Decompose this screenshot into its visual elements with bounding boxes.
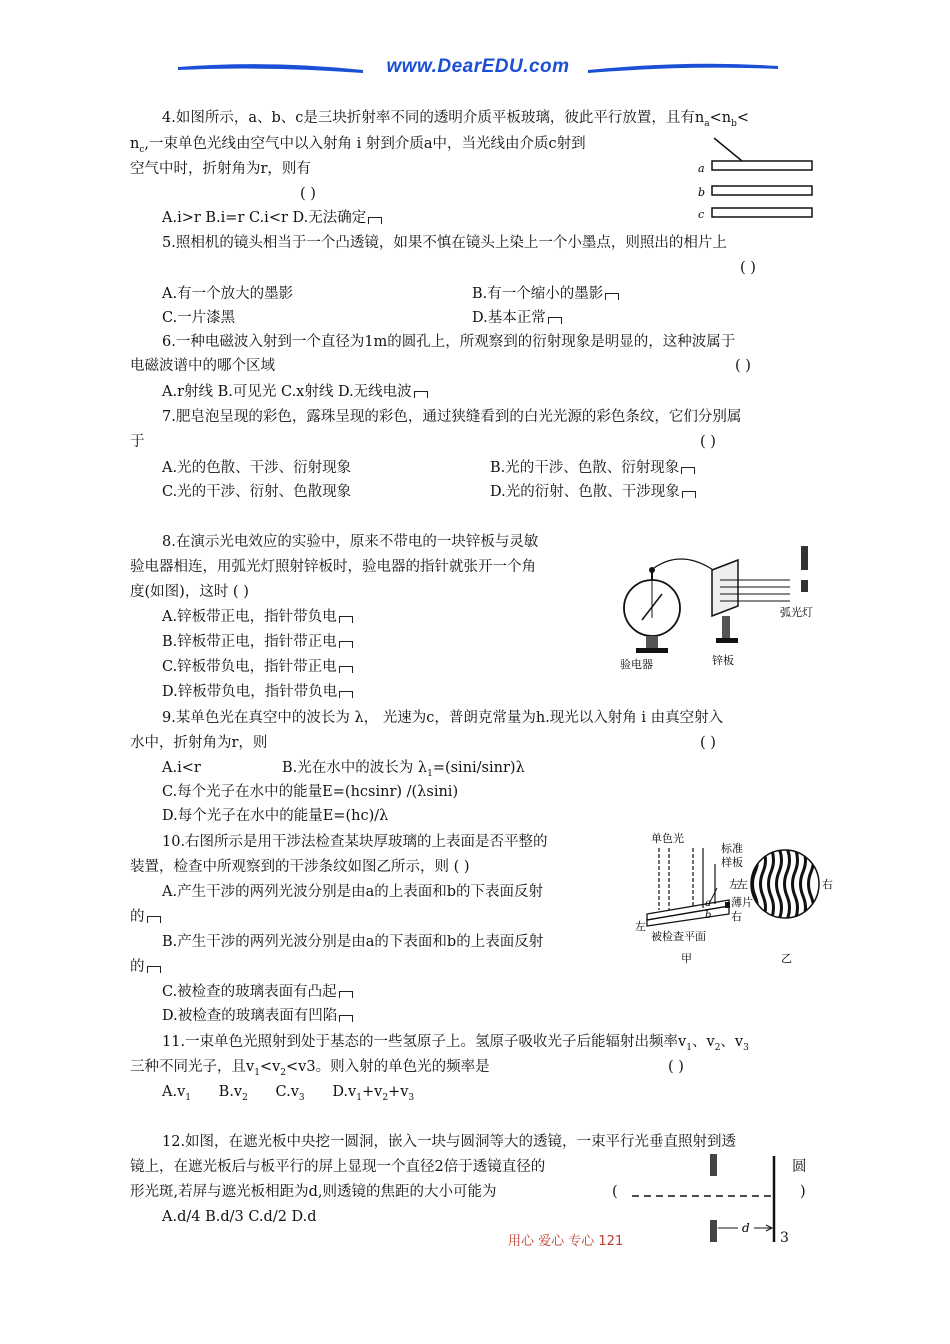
q8-line2: 验电器相连，用弧光灯照射锌板时，验电器的指针就张开一个角 <box>130 559 536 575</box>
q11-options: $A.v_1$ $B.v_2$ $C.v_3$ $D.v_1+v_2+v_3$ <box>162 1084 415 1103</box>
q4-line1: 4.如图所示，a、b、c是三块折射率不同的透明介质平板玻璃，彼此平行放置，且有$n_a<n_b<$ <box>162 110 750 129</box>
q10-fig-b: b <box>705 910 712 921</box>
q12-paren-left: ( <box>612 1184 618 1200</box>
q8-optA: A.锌板带正电，指针带负电 <box>162 607 353 627</box>
q8-line3: 度(如图)，这时 ( ) <box>130 584 249 600</box>
page-number: 3 <box>780 1230 789 1246</box>
q10-line1: 10.右图所示是用干涉法检查某块厚玻璃的上表面是否平整的 <box>162 834 548 850</box>
q7-optD: D.光的衍射、色散、干涉现象 <box>490 482 696 502</box>
q11-paren: ( ) <box>668 1059 684 1075</box>
q5-optD: D.基本正常 <box>472 308 562 328</box>
q10-optB2: 的 <box>130 957 161 977</box>
q8-figure <box>620 540 820 672</box>
q10-fig-a: a <box>705 898 711 909</box>
q10-fig-thin: 薄片 <box>731 896 753 909</box>
q10-fig-std1: 标准 <box>721 842 743 855</box>
q12-line3: 形光斑,若屏与遮光板相距为d,则透镜的焦距的大小可能为 <box>130 1184 497 1200</box>
q10-fig-yi: 乙 <box>781 952 792 965</box>
q5-optA: A.有一个放大的墨影 <box>162 286 294 302</box>
q5-optC: C.一片漆黑 <box>162 310 236 326</box>
q12-line1: 12.如图，在遮光板中央挖一圆洞，嵌入一块与圆洞等大的透镜，一束平行光垂直照射到透 <box>162 1134 737 1150</box>
q12-paren-right: ) <box>800 1184 806 1200</box>
q12-fig-d: d <box>742 1221 750 1235</box>
q8-fig-zinc: 锌板 <box>712 654 734 667</box>
q10-optB1: B.产生干涉的两列光波分别是由a的下表面和b的上表面反射 <box>162 934 544 950</box>
q10-optA1: A.产生干涉的两列光波分别是由a的上表面和b的下表面反射 <box>162 884 544 900</box>
q9-line2: 水中，折射角为r，则 <box>130 735 268 751</box>
q10-line2: 装置，检查中所观察到的干涉条纹如图乙所示，则 ( ) <box>130 859 470 875</box>
footer-slogan: 用心 爱心 专心 121 <box>508 1234 624 1249</box>
q4-figure <box>692 134 822 224</box>
q7-optA: A.光的色散、干涉、衍射现象 <box>162 460 352 476</box>
q9-optB: B.光在水中的波长为 $\lambda_1=(\sin i/\sin r)\lambda$ <box>282 760 525 779</box>
q10-figure <box>633 828 833 968</box>
q8-fig-electroscope: 验电器 <box>620 658 653 671</box>
q7-line1: 7.肥皂泡呈现的彩色，露珠呈现的彩色，通过狭缝看到的白光光源的彩色条纹，它们分别属 <box>162 409 742 425</box>
q10-optD: D.被检查的玻璃表面有凹陷 <box>162 1006 353 1026</box>
q4-line3: 空气中时，折射角为r，则有 <box>130 161 311 177</box>
q9-paren: ( ) <box>700 735 716 751</box>
q8-line1: 8.在演示光电效应的实验中，原来不带电的一块锌板与灵敏 <box>162 534 539 550</box>
q4-fig-a: a <box>698 162 705 175</box>
q4-fig-c: c <box>698 208 705 221</box>
q4-fig-b: b <box>698 186 706 199</box>
q9-optC: C.每个光子在水中的能量E=(hcsinr) /(λsini) <box>162 784 459 800</box>
q9-line1: 9.某单色光在真空中的波长为 λ， 光速为c，普朗克常量为h.现光以入射角 i 由真空射入 <box>162 710 724 726</box>
q11-line2: 三种不同光子，且$v_1<v_2<v3$。则入射的单色光的频率是 <box>130 1059 490 1078</box>
q5-line1: 5.照相机的镜头相当于一个凸透镜，如果不慎在镜头上染上一个小墨点，则照出的相片上 <box>162 235 727 251</box>
q4-paren: ( ) <box>300 186 316 202</box>
q7-line2: 于 <box>130 434 145 450</box>
q6-options: A.r射线 B.可见光 C.x射线 D.无线电波 <box>162 382 428 402</box>
q8-optD: D.锌板带负电，指针带负电 <box>162 682 353 702</box>
site-header <box>178 56 778 86</box>
q4-line2: $n_c$,一束单色光线由空气中以入射角 i 射到介质a中，当光线由介质c射到 <box>130 136 586 155</box>
q8-optC: C.锌板带负电，指针带正电 <box>162 657 353 677</box>
q9-optD: D.每个光子在水中的能量E=(hc)/λ <box>162 808 389 824</box>
q8-fig-lamp: 弧光灯 <box>780 606 813 619</box>
q10-fig-surface: 被检查平面 <box>651 930 706 943</box>
q7-optC: C.光的干涉、衍射、色散现象 <box>162 484 352 500</box>
q6-paren: ( ) <box>735 358 751 374</box>
q4-options: A.i>r B.i=r C.i<r D.无法确定 <box>162 208 382 228</box>
q6-line1: 6.一种电磁波入射到一个直径为1m的圆孔上，所观察到的衍射现象是明显的，这种波属于 <box>162 334 736 350</box>
q10-fig-std2: 样板 <box>721 856 743 869</box>
q10-fig-yi-left: 左 <box>737 878 748 891</box>
q10-fig-yi-right: 右 <box>822 878 833 891</box>
q6-line2: 电磁波谱中的哪个区域 <box>130 358 275 374</box>
q12-line2-end: 圆 <box>792 1159 807 1175</box>
q7-paren: ( ) <box>700 434 716 450</box>
q7-optB: B.光的干涉、色散、衍射现象 <box>490 458 695 478</box>
q12-figure <box>632 1150 782 1244</box>
q12-line2: 镜上，在遮光板后与板平行的屏上显现一个直径2倍于透镜直径的 <box>130 1159 546 1175</box>
q10-fig-left2: 左 <box>635 920 646 933</box>
q10-fig-mono: 单色光 <box>651 832 684 845</box>
q10-optC: C.被检查的玻璃表面有凸起 <box>162 982 353 1002</box>
q10-fig-jia: 甲 <box>681 952 692 965</box>
q10-optA2: 的 <box>130 907 161 927</box>
q9-optA: A.i<r <box>162 760 201 776</box>
q12-options: A.d/4 B.d/3 C.d/2 D.d <box>162 1209 317 1225</box>
q10-fig-right: 右 <box>731 910 742 923</box>
q5-optB: B.有一个缩小的墨影 <box>472 284 619 304</box>
site-url[interactable]: www.DearEDU.com <box>386 56 570 77</box>
q11-line1: 11.一束单色光照射到处于基态的一些氢原子上。氢原子吸收光子后能辐射出频率$v_1$、$v_2$、$v_3$ <box>162 1034 749 1053</box>
q10-fig-left: 左 <box>729 878 740 891</box>
q8-optB: B.锌板带正电，指针带正电 <box>162 632 353 652</box>
q5-paren: ( ) <box>740 260 756 276</box>
